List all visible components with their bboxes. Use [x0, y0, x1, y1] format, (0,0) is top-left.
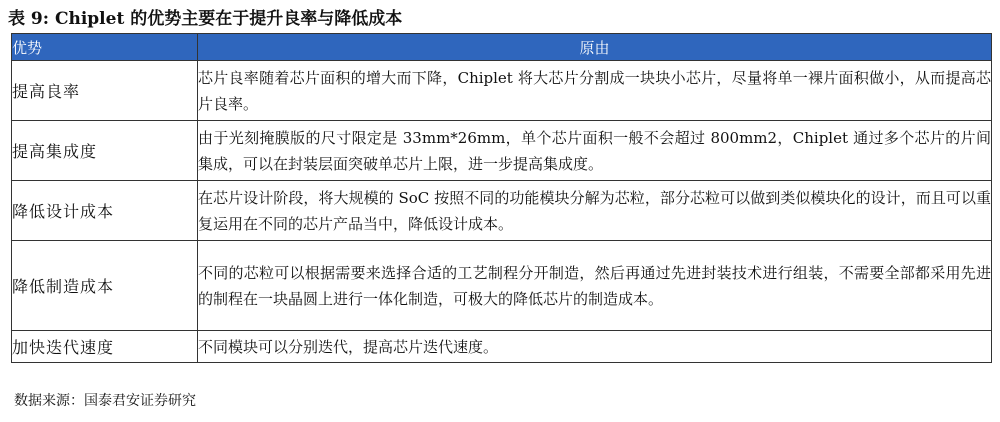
table-row [12, 181, 992, 241]
table-row [12, 61, 992, 121]
reason-cell: 在芯片设计阶段，将大规模的 SoC 按照不同的功能模块分解为芯粒，部分芯粒可以做到类似模块化的设计，而且可以重复运用在不同的芯片产品当中，降低设计成本。 [198, 181, 992, 241]
table-header-row [12, 34, 992, 61]
reason-cell: 由于光刻掩膜版的尺寸限定是 33mm*26mm，单个芯片面积一般不会超过 800mm2，Chiplet 通过多个芯片的片间集成，可以在封装层面突破单芯片上限，进一步提高集成度。 [198, 121, 992, 181]
advantage-cell: 加快迭代速度 [12, 331, 198, 363]
advantage-cell: 提高良率 [12, 61, 198, 121]
table-row [12, 241, 992, 331]
reason-cell: 芯片良率随着芯片面积的增大而下降，Chiplet 将大芯片分割成一块块小芯片，尽量将单一裸片面积做小，从而提高芯片良率。 [198, 61, 992, 121]
data-source-note: 数据来源：国泰君安证券研究 [14, 393, 196, 409]
column-header-reason: 原由 [198, 34, 992, 61]
table-row [12, 331, 992, 363]
advantages-table [11, 33, 992, 363]
advantage-cell: 降低制造成本 [12, 241, 198, 331]
advantage-cell: 提高集成度 [12, 121, 198, 181]
table-row [12, 121, 992, 181]
reason-cell: 不同模块可以分别迭代，提高芯片迭代速度。 [198, 331, 992, 363]
reason-cell: 不同的芯粒可以根据需要来选择合适的工艺制程分开制造，然后再通过先进封装技术进行组装，不需要全部都采用先进的制程在一块晶圆上进行一体化制造，可极大的降低芯片的制造成本。 [198, 241, 992, 331]
column-header-advantage: 优势 [12, 34, 198, 61]
table-title: 表 9: Chiplet 的优势主要在于提升良率与降低成本 [8, 9, 403, 29]
advantage-cell: 降低设计成本 [12, 181, 198, 241]
